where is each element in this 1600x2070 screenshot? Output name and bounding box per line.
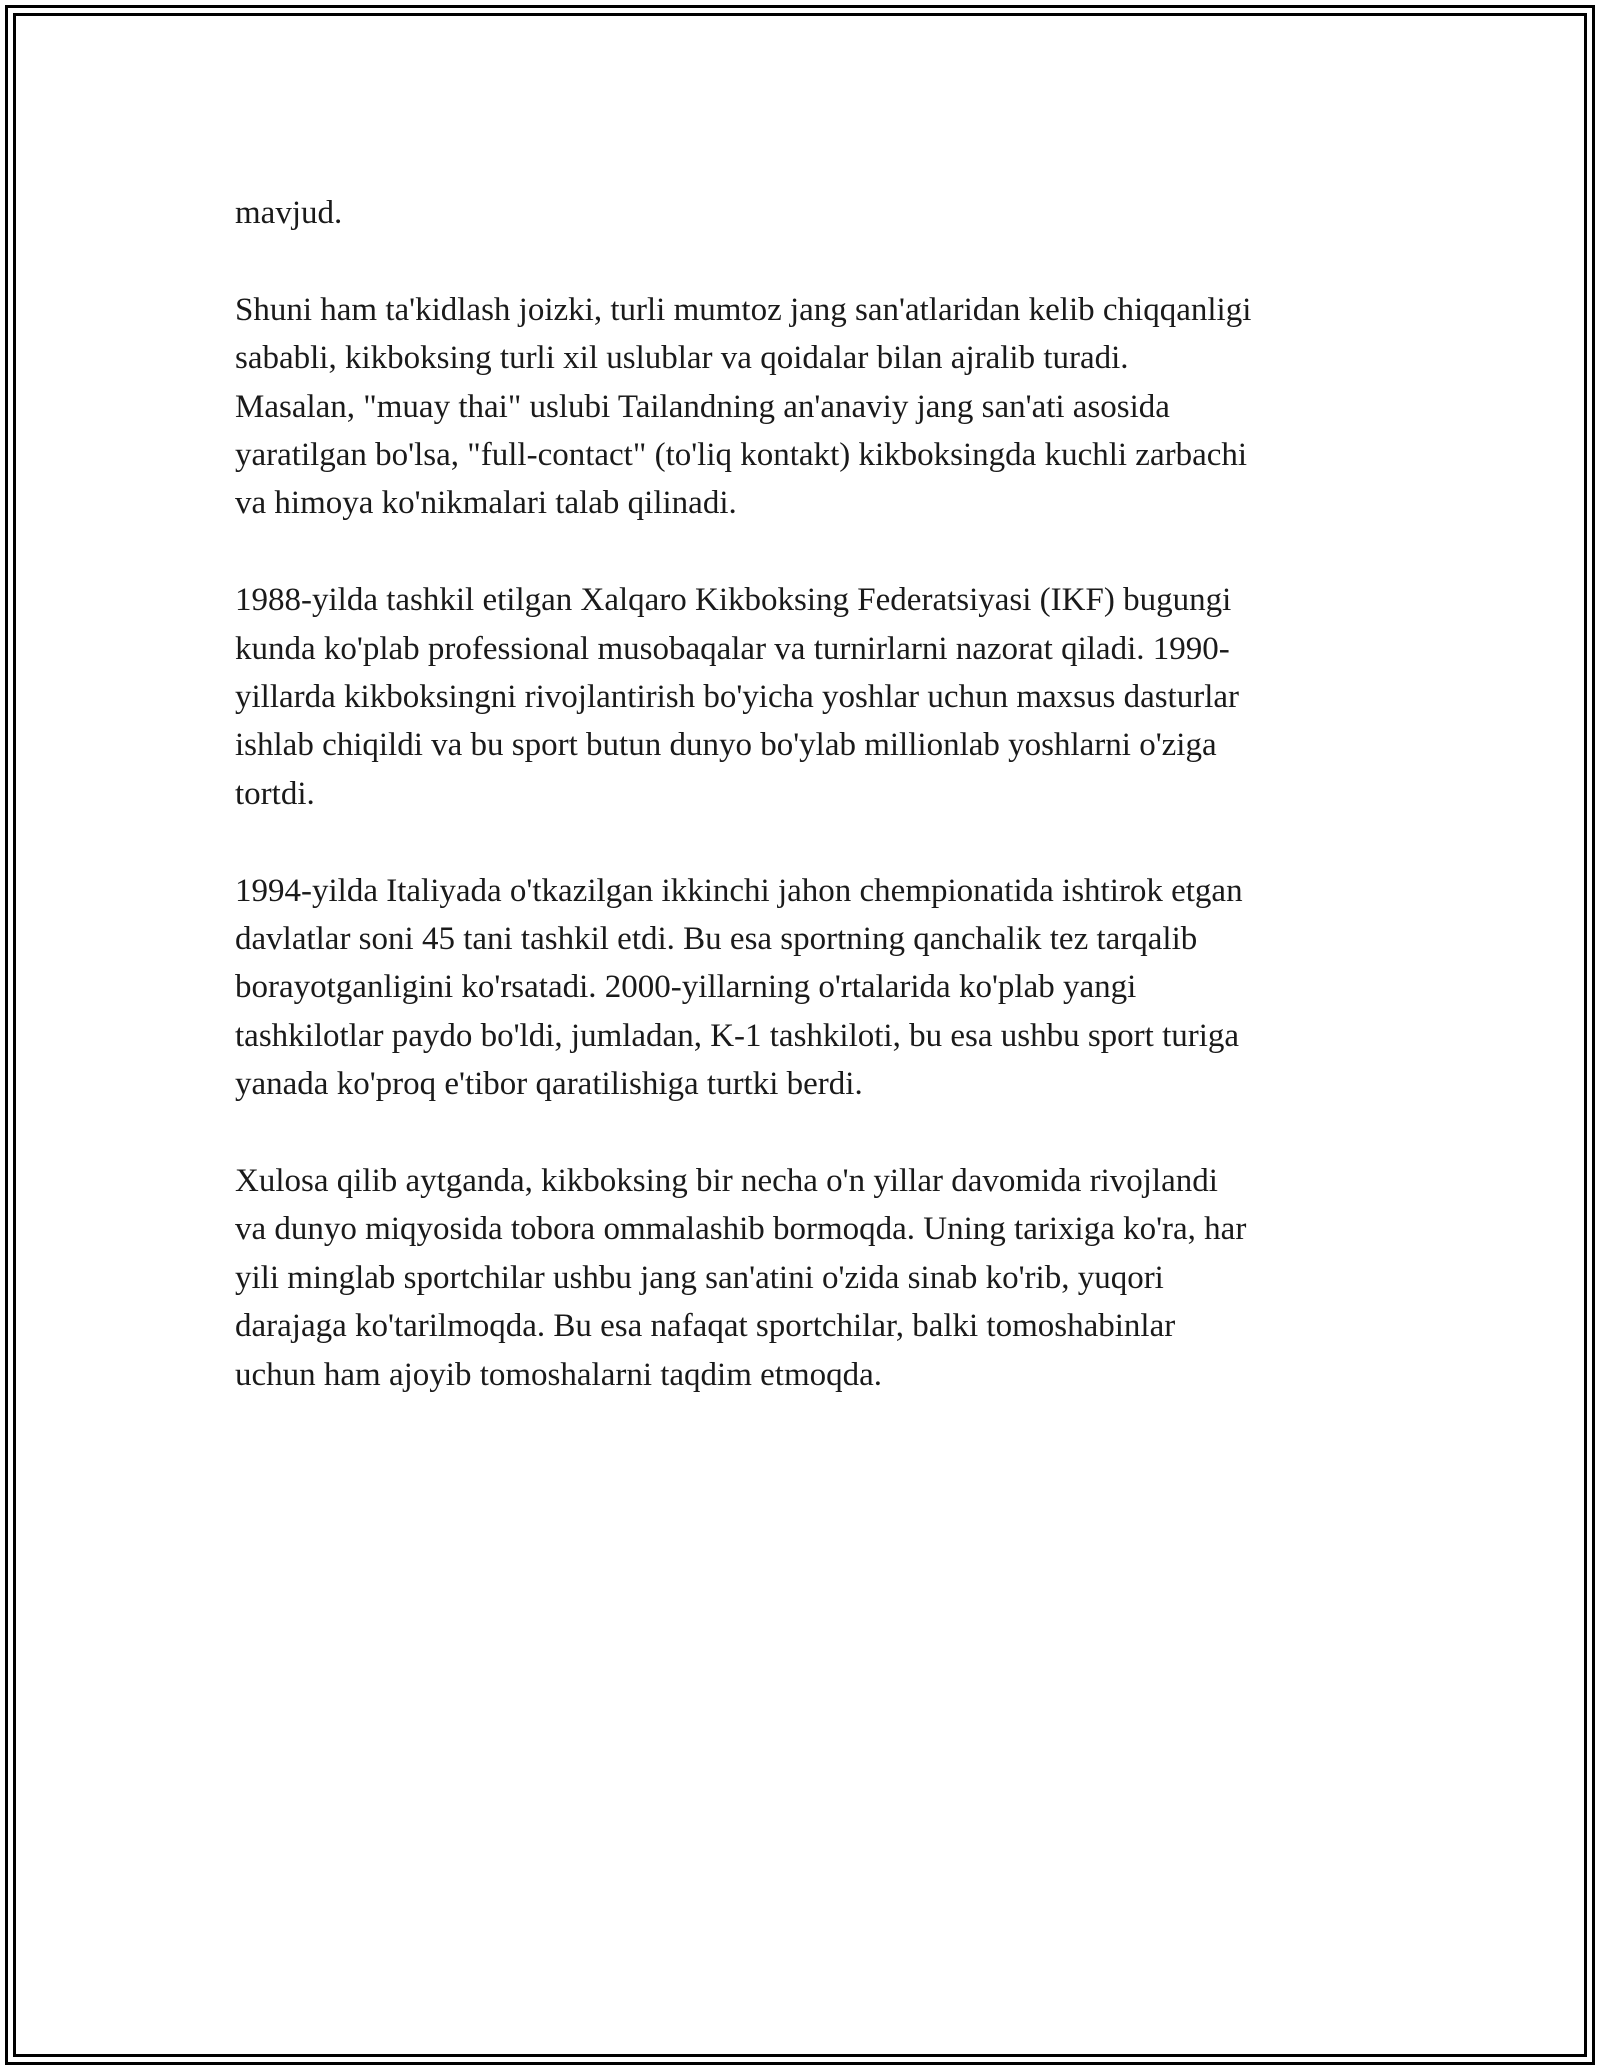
paragraph-continuation: mavjud. (235, 195, 343, 231)
paragraph-ikf-history: 1988-yilda tashkil etilgan Xalqaro Kikboksing Federatsiyasi (IKF) bugungi kunda ko'plab professional musobaqalar va turnirlarni nazorat qiladi. 1990- yillarda kikboksingni rivojlantirish bo'yicha yoshlar uchun maxsus dasturlar ishlab chiqildi va bu sport butun dunyo bo'ylab millionlab yoshlarni o'ziga tortdi. (235, 582, 1240, 812)
document-body (235, 189, 1375, 1399)
paragraph-styles: Shuni ham ta'kidlash joizki, turli mumtoz jang san'atlaridan kelib chiqqanligi sababli, kikboksing turli xil uslublar va qoidalar bilan ajralib turadi. Masalan, "muay thai" uslubi Tailandning an'anaviy jang san'ati asosida yaratilgan bo'lsa, "full-contact" (to'liq kontakt) kikboksingda kuchli zarbachi va himoya ko'nikmalari talab qilinadi. (235, 291, 1252, 522)
paragraph-conclusion: Xulosa qilib aytganda, kikboksing bir necha o'n yillar davomida rivojlandi va dunyo miqyosida tobora ommalashib bormoqda. Uning tarixiga ko'ra, har yili minglab sportchilar ushbu jang san'atini o'zida sinab ko'rib, yuqori darajaga ko'tarilmoqda. Bu esa nafaqat sportchilar, balki tomoshabinlar uchun ham ajoyib tomoshalarni taqdim etmoqda. (235, 1163, 1247, 1393)
paragraph-world-championship: 1994-yilda Italiyada o'tkazilgan ikkinchi jahon chempionatida ishtirok etgan davlatlar soni 45 tani tashkil etdi. Bu esa sportning qanchalik tez tarqalib borayotganligini ko'rsatadi. 2000-yillarning o'rtalarida ko'plab yangi tashkilotlar paydo bo'ldi, jumladan, K-1 tashkiloti, bu esa ushbu sport turiga yanada ko'proq e'tibor qaratilishiga turtki berdi. (235, 872, 1243, 1103)
